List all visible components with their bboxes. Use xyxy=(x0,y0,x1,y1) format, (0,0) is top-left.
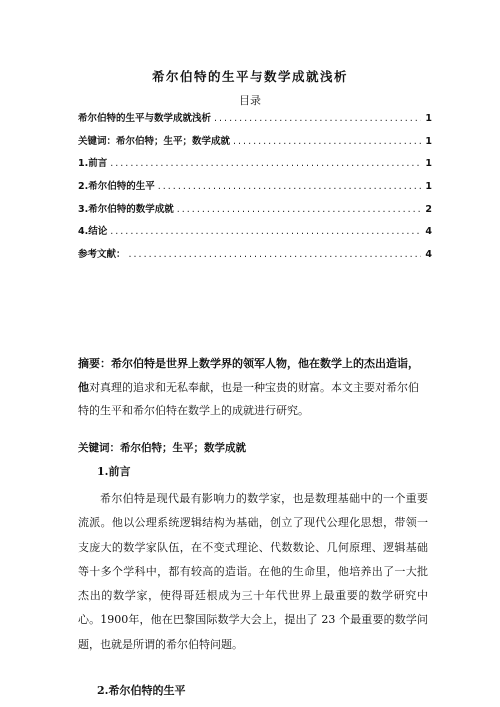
toc-entry-label: 1.前言 xyxy=(78,158,108,170)
toc-leader-dots xyxy=(158,181,421,192)
toc-entry-label: 希尔伯特的生平与数学成就浅析 xyxy=(78,113,212,124)
abstract xyxy=(78,352,428,423)
document-title: 希尔伯特的生平与数学成就浅析 xyxy=(151,69,348,84)
toc-entry-label: 关键词：希尔伯特；生平；数学成就 xyxy=(78,135,231,147)
toc-entry[interactable] xyxy=(78,178,432,201)
toc-leader-dots xyxy=(177,204,421,215)
section-heading-introduction: 1.前言 xyxy=(97,465,131,478)
toc-entry-page: 4 xyxy=(425,249,432,261)
toc-entry-label: 3.希尔伯特的数学成就 xyxy=(78,203,174,215)
toc-entry[interactable] xyxy=(78,223,432,246)
toc-entry-page: 4 xyxy=(425,226,432,238)
toc-entry-page: 1 xyxy=(425,135,432,147)
toc-entry-page: 1 xyxy=(425,181,432,193)
toc-entry-label: 2.希尔伯特的生平 xyxy=(78,181,155,193)
toc-entry[interactable] xyxy=(78,133,432,156)
toc-leader-dots xyxy=(214,113,421,124)
toc-heading: 目录 xyxy=(239,94,261,107)
toc-leader-dots xyxy=(129,249,421,260)
toc-entry-label: 参考文献： xyxy=(78,249,126,261)
section-heading-biography: 2.希尔伯特的生平 xyxy=(97,684,186,697)
toc-entry[interactable] xyxy=(78,155,432,178)
toc-leader-dots xyxy=(233,136,421,147)
toc-entry-label: 4.结论 xyxy=(78,226,108,238)
toc-entry-page: 1 xyxy=(425,158,432,170)
toc-leader-dots xyxy=(110,158,421,169)
toc-entry[interactable] xyxy=(78,246,432,269)
introduction-paragraph: 希尔伯特是现代最有影响力的数学家，也是数理基础中的一个重要流派。他以公理系统逻辑结构为基础，创立了现代公理化思想，带领一支庞大的数学家队伍，在不变式理论、代数数论、几何原理、逻辑基础等十多个学科中，都有较高的造诣。在他的生命里，他培养出了一大批杰出的数学家，使得哥廷根成为三十年代世界上最重要的数学研究中心。1900年，他在巴黎国际数学大会上，提出了 23 个最重要的数学问题，也就是所谓的希尔伯特问题。 xyxy=(78,492,428,651)
toc-leader-dots xyxy=(110,226,421,237)
toc-entry[interactable] xyxy=(78,110,432,133)
abstract-text: 对真理的追求和无私奉献，也是一种宝贵的财富。本文主要对希尔伯特的生平和希尔伯特在数学上的成就进行研究。 xyxy=(78,380,419,417)
keywords: 关键词：希尔伯特；生平；数学成就 xyxy=(78,442,246,454)
toc-entry-page: 1 xyxy=(425,113,432,124)
toc-entry-page: 2 xyxy=(425,203,432,215)
abstract-lead: 摘要：希尔伯特是世界上数学界的领军人物，他在数学上的杰出造诣，他 xyxy=(78,357,419,394)
table-of-contents xyxy=(78,110,432,269)
toc-entry[interactable] xyxy=(78,201,432,224)
